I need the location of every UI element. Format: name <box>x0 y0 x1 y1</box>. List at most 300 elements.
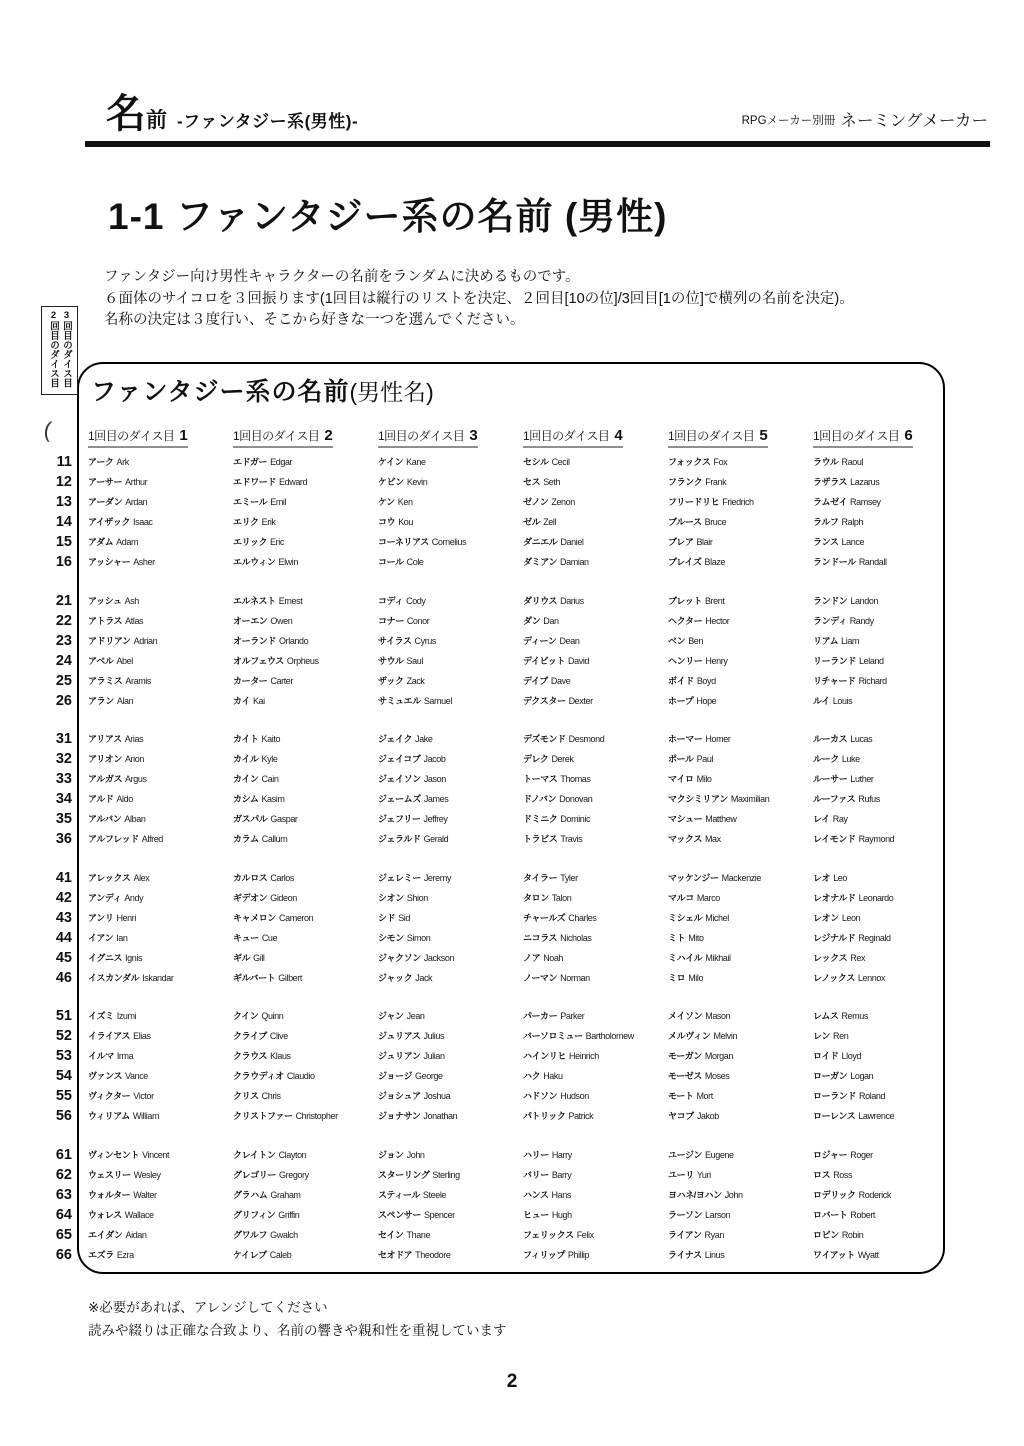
name-cell <box>668 1026 813 1046</box>
name-cell <box>378 789 523 809</box>
name-cell <box>88 1006 233 1026</box>
row-number: 51 <box>55 1008 72 1024</box>
kana-text: アルド <box>88 794 114 804</box>
kana-text: ジェイク <box>378 734 413 744</box>
header-logo <box>106 94 358 134</box>
kana-text: ブレイズ <box>668 557 702 567</box>
kana-text: カイ <box>233 695 250 706</box>
name-cell <box>523 691 668 711</box>
name-cell <box>88 1245 233 1265</box>
romaji-text: Victor <box>133 1091 154 1101</box>
romaji-text: Leland <box>859 655 884 666</box>
name-cell <box>523 452 668 472</box>
name-cell <box>233 532 378 552</box>
row-number: 12 <box>55 474 72 490</box>
name-cell <box>88 908 233 928</box>
column-header-underline <box>523 427 623 448</box>
kana-text: アンリ <box>88 912 114 923</box>
row-number: 41 <box>55 869 72 886</box>
row-number: 46 <box>55 969 72 986</box>
table-row <box>45 532 945 552</box>
kana-text: アイザック <box>88 517 131 527</box>
romaji-text: Raoul <box>841 457 864 467</box>
romaji-text: Hugh <box>551 1209 572 1220</box>
kana-text: カラム <box>233 834 259 844</box>
name-cell <box>233 888 378 908</box>
kana-text: エイダン <box>88 1229 123 1240</box>
name-cell <box>813 1185 945 1205</box>
kana-text: ルーカス <box>813 734 848 744</box>
kana-text: ラムゼイ <box>813 497 848 507</box>
romaji-text: James <box>423 794 449 804</box>
name-cell <box>233 671 378 691</box>
romaji-text: Max <box>704 834 721 844</box>
romaji-text: Frank <box>705 477 727 487</box>
name-cell <box>813 829 945 849</box>
kana-text: ジェイソン <box>378 774 421 784</box>
romaji-text: Landon <box>850 595 879 606</box>
romaji-text: Dominic <box>560 814 591 824</box>
kana-text: ギデオン <box>233 892 268 903</box>
kana-text: ジェラルド <box>378 834 421 844</box>
kana-text: レムス <box>813 1011 839 1021</box>
romaji-text: Hans <box>551 1189 571 1200</box>
romaji-text: Sid <box>398 912 411 923</box>
intro-line-2: ６面体のサイコロを３回振ります(1回目は縦行のリストを決定、２回目[10の位]/3回目[1の位]で横列の名前を決定)。 <box>104 290 854 307</box>
romaji-text: Roger <box>850 1149 873 1160</box>
romaji-text: Ren <box>832 1031 849 1041</box>
romaji-text: John <box>406 1149 425 1160</box>
romaji-text: Roland <box>859 1091 886 1101</box>
romaji-text: Vincent <box>142 1149 170 1160</box>
kana-text: マイロ <box>668 774 694 784</box>
kana-text: サウル <box>378 655 404 666</box>
kana-text: レオナルド <box>813 892 856 903</box>
romaji-text: Edgar <box>270 457 293 467</box>
romaji-text: Ryan <box>704 1229 724 1240</box>
kana-text: フォックス <box>668 457 711 467</box>
name-cell <box>88 948 233 968</box>
romaji-text: Cain <box>261 774 279 784</box>
header-subtitle: -ファンタジー系(男性)- <box>177 112 359 131</box>
kana-text: アリアス <box>88 734 122 744</box>
romaji-text: Ken <box>397 497 413 507</box>
kana-text: ヴィンセント <box>88 1149 140 1160</box>
romaji-text: Brent <box>704 595 725 606</box>
kana-text: レオ <box>813 872 831 883</box>
romaji-text: Nicholas <box>560 932 592 943</box>
romaji-text: Desmond <box>568 734 605 744</box>
kana-text: ジョシュア <box>378 1091 421 1101</box>
romaji-text: Noah <box>543 952 564 963</box>
romaji-text: Ernest <box>278 595 303 606</box>
kana-text: エリク <box>233 517 259 527</box>
kana-text: ザック <box>378 675 404 686</box>
name-cell <box>233 928 378 948</box>
kana-text: ヨハネ/ヨハン <box>668 1189 722 1200</box>
kana-text: リチャード <box>813 675 856 686</box>
page-title: 1-1 ファンタジー系の名前 (男性) <box>108 196 668 237</box>
name-cell <box>233 1026 378 1046</box>
romaji-text: Mito <box>688 932 704 943</box>
romaji-text: Robert <box>850 1209 876 1220</box>
kana-text: タロン <box>523 892 549 903</box>
name-cell <box>233 591 378 611</box>
kana-text: ルーサー <box>813 774 848 784</box>
name-cell <box>813 868 945 888</box>
name-cell <box>88 789 233 809</box>
name-cell <box>668 1106 813 1126</box>
name-cell <box>523 1145 668 1165</box>
kana-text: イアン <box>88 932 114 943</box>
name-cell <box>88 1026 233 1046</box>
romaji-text: Christopher <box>295 1111 338 1121</box>
romaji-text: Griffin <box>278 1209 300 1220</box>
table-row <box>45 552 945 572</box>
kana-text: ガスパル <box>233 814 268 824</box>
kana-text: ライナス <box>668 1249 702 1260</box>
table-row <box>45 888 945 908</box>
romaji-text: Claudio <box>286 1071 315 1081</box>
romaji-text: Gideon <box>270 892 297 903</box>
romaji-text: Elwin <box>278 557 298 567</box>
table-row <box>45 1205 945 1225</box>
kana-text: マシュー <box>668 814 703 824</box>
romaji-text: Ardan <box>125 497 148 507</box>
romaji-text: Melvin <box>713 1031 738 1041</box>
romaji-text: Alban <box>124 814 146 824</box>
romaji-text: Jonathan <box>423 1111 458 1121</box>
kana-text: ジェフリー <box>378 814 421 824</box>
name-cell <box>668 671 813 691</box>
dice-group <box>45 729 945 849</box>
intro-text <box>104 267 854 332</box>
kana-text: エミール <box>233 497 268 507</box>
romaji-text: Irma <box>116 1051 134 1061</box>
table-row <box>45 1165 945 1185</box>
row-number: 43 <box>55 909 72 926</box>
kana-text: アンディ <box>88 892 122 903</box>
romaji-text: Bartholomew <box>585 1031 634 1041</box>
name-cell <box>668 1245 813 1265</box>
romaji-text: Cole <box>406 557 424 567</box>
name-cell <box>233 472 378 492</box>
romaji-text: Logan <box>850 1071 874 1081</box>
kana-text: レジナルド <box>813 932 856 943</box>
kana-text: ロジャー <box>813 1149 848 1160</box>
column-header-underline <box>88 427 188 448</box>
kana-text: ルイ <box>813 695 830 706</box>
kana-text: メイソン <box>668 1011 703 1021</box>
name-cell <box>88 1086 233 1106</box>
kana-text: アッシャー <box>88 557 131 567</box>
name-cell <box>378 1225 523 1245</box>
romaji-text: Zenon <box>551 497 575 507</box>
name-cell <box>523 671 668 691</box>
kana-text: ダリウス <box>523 595 558 606</box>
romaji-text: Daniel <box>560 537 584 547</box>
table-row <box>45 1106 945 1126</box>
kana-text: アダム <box>88 537 114 547</box>
name-cell <box>523 1026 668 1046</box>
name-cell <box>523 729 668 749</box>
name-cell <box>88 512 233 532</box>
name-cell <box>378 809 523 829</box>
kana-text: コウ <box>378 517 396 527</box>
kana-text: アラミス <box>88 675 123 686</box>
name-cell <box>88 888 233 908</box>
kana-text: シオン <box>378 892 404 903</box>
name-cell <box>523 532 668 552</box>
name-cell <box>378 631 523 651</box>
name-cell <box>233 789 378 809</box>
kana-text: ヴァンス <box>88 1071 123 1081</box>
name-cell <box>668 492 813 512</box>
row-number: 23 <box>55 632 72 649</box>
kana-text: ロス <box>813 1169 831 1180</box>
name-cell <box>523 1185 668 1205</box>
romaji-text: Ben <box>688 635 704 646</box>
table-row <box>45 749 945 769</box>
name-cell <box>523 651 668 671</box>
kana-text: ダミアン <box>523 557 558 567</box>
kana-text: オルフェウス <box>233 655 284 666</box>
kana-text: ジュリアン <box>378 1051 421 1061</box>
column-header-underline <box>378 427 478 448</box>
name-cell <box>378 769 523 789</box>
romaji-text: Joshua <box>423 1091 451 1101</box>
name-cell <box>88 492 233 512</box>
kana-text: ウォルター <box>88 1189 131 1200</box>
name-cell <box>523 789 668 809</box>
name-cell <box>668 691 813 711</box>
kana-text: アルバン <box>88 814 122 824</box>
name-cell <box>523 512 668 532</box>
romaji-text: Randall <box>858 557 887 567</box>
name-cell <box>523 749 668 769</box>
romaji-text: Gerald <box>423 834 449 844</box>
romaji-text: Cornelius <box>431 537 467 547</box>
kana-text: ミロ <box>668 972 686 983</box>
kana-text: タイラー <box>523 872 558 883</box>
name-cell <box>813 512 945 532</box>
romaji-text: Paul <box>696 754 714 764</box>
name-cell <box>88 928 233 948</box>
name-cell <box>378 651 523 671</box>
romaji-text: Fox <box>713 457 728 467</box>
kana-text: グワルフ <box>233 1229 268 1240</box>
kana-text: クラウス <box>233 1051 268 1061</box>
table-row <box>45 492 945 512</box>
kana-text: アルガス <box>88 774 123 784</box>
name-cell <box>233 552 378 572</box>
kana-text: ルーク <box>813 754 839 764</box>
row-number: 55 <box>55 1088 72 1104</box>
row-number: 14 <box>55 514 72 530</box>
kana-text: ゼル <box>523 517 541 527</box>
romaji-text: Marco <box>696 892 720 903</box>
name-cell <box>813 809 945 829</box>
romaji-text: Alex <box>133 872 150 883</box>
kana-text: レックス <box>813 952 848 963</box>
table-row <box>45 769 945 789</box>
name-cell <box>523 868 668 888</box>
table-row <box>45 472 945 492</box>
name-cell <box>233 1205 378 1225</box>
kana-text: クイン <box>233 1011 259 1021</box>
header-logo-big: 名 <box>106 92 144 136</box>
dice-roll-legend <box>41 306 78 395</box>
name-cell <box>668 651 813 671</box>
romaji-text: Lloyd <box>841 1051 862 1061</box>
name-cell <box>233 829 378 849</box>
table-row <box>45 829 945 849</box>
name-cell <box>523 1106 668 1126</box>
name-cell <box>813 1026 945 1046</box>
row-number: 45 <box>55 949 72 966</box>
kana-text: メルヴィン <box>668 1031 711 1041</box>
name-cell <box>378 1066 523 1086</box>
romaji-text: Jackson <box>423 952 455 963</box>
kana-text: パトリック <box>523 1111 566 1121</box>
table-body <box>45 452 945 1283</box>
kana-text: ヒュー <box>523 1209 549 1220</box>
name-cell <box>378 1106 523 1126</box>
dice-group <box>45 868 945 988</box>
name-cell <box>523 1225 668 1245</box>
romaji-text: Thomas <box>560 774 591 784</box>
romaji-text: Chris <box>261 1091 281 1101</box>
intro-line-1: ファンタジー向け男性キャラクターの名前をランダムに決めるものです。 <box>104 269 580 285</box>
kana-text: サイラス <box>378 635 412 646</box>
romaji-text: Quinn <box>261 1011 284 1021</box>
table-row <box>45 691 945 711</box>
name-cell <box>88 769 233 789</box>
romaji-text: Luther <box>850 774 874 784</box>
kana-text: ジョン <box>378 1149 404 1160</box>
name-cell <box>233 1066 378 1086</box>
name-cell <box>233 749 378 769</box>
column-header-underline <box>813 427 913 448</box>
romaji-text: Arion <box>124 754 144 764</box>
name-cell <box>378 1165 523 1185</box>
romaji-text: Iskandar <box>142 972 174 983</box>
name-cell <box>668 1185 813 1205</box>
kana-text: ローレンス <box>813 1111 856 1121</box>
row-number: 56 <box>55 1108 72 1124</box>
name-cell <box>233 1086 378 1106</box>
row-number: 42 <box>55 889 72 906</box>
romaji-text: Damian <box>560 557 589 567</box>
kana-text: イライアス <box>88 1031 131 1041</box>
romaji-text: Conor <box>406 615 430 626</box>
name-cell <box>668 888 813 908</box>
name-cell <box>668 1006 813 1026</box>
romaji-text: Sterling <box>432 1169 460 1180</box>
names-box-title-normal: (男性名) <box>349 379 434 405</box>
romaji-text: Julius <box>423 1031 445 1041</box>
romaji-text: Matthew <box>705 814 737 824</box>
romaji-text: David <box>568 655 590 666</box>
name-cell <box>88 671 233 691</box>
kana-text: キュー <box>233 932 259 943</box>
name-cell <box>233 769 378 789</box>
kana-text: モーガン <box>668 1051 702 1061</box>
table-row <box>45 789 945 809</box>
romaji-text: Kasim <box>261 794 285 804</box>
kana-text: デレク <box>523 754 549 764</box>
name-cell <box>523 948 668 968</box>
row-number: 16 <box>55 554 72 570</box>
column-header <box>523 427 668 448</box>
kana-text: セス <box>523 477 541 487</box>
column-header-label: 1回目のダイス目 <box>88 429 175 443</box>
kana-text: ケイン <box>378 457 404 467</box>
kana-text: ベン <box>668 635 686 646</box>
romaji-text: Aldo <box>116 794 133 804</box>
romaji-text: Lance <box>841 537 865 547</box>
kana-text: ルーファス <box>813 794 856 804</box>
romaji-text: Izumi <box>116 1011 137 1021</box>
column-header-label: 1回目のダイス目 <box>523 429 610 443</box>
kana-text: ロビン <box>813 1229 839 1240</box>
name-cell <box>523 591 668 611</box>
name-cell <box>523 928 668 948</box>
name-cell <box>233 948 378 968</box>
romaji-text: Saul <box>406 655 423 666</box>
name-cell <box>378 888 523 908</box>
name-cell <box>88 1106 233 1126</box>
kana-text: アルフレッド <box>88 834 139 844</box>
kana-text: ヘンリー <box>668 655 703 666</box>
table-row <box>45 512 945 532</box>
row-number: 54 <box>55 1068 72 1084</box>
name-cell <box>668 789 813 809</box>
name-cell <box>668 928 813 948</box>
name-cell <box>88 1046 233 1066</box>
romaji-text: Linus <box>704 1249 725 1260</box>
column-header <box>88 427 233 448</box>
romaji-text: Zell <box>543 517 557 527</box>
kana-text: ユーリ <box>668 1169 694 1180</box>
romaji-text: Ian <box>116 932 128 943</box>
romaji-text: Homer <box>705 734 731 744</box>
name-cell <box>813 1225 945 1245</box>
name-cell <box>378 1046 523 1066</box>
name-cell <box>668 591 813 611</box>
romaji-text: Donovan <box>559 794 593 804</box>
romaji-text: Samuel <box>423 695 452 706</box>
kana-text: ジャクソン <box>378 952 421 963</box>
kana-text: ウェスリー <box>88 1169 131 1180</box>
romaji-text: Rufus <box>858 794 880 804</box>
name-cell <box>813 452 945 472</box>
name-cell <box>668 908 813 928</box>
name-cell <box>88 868 233 888</box>
table-row <box>45 1046 945 1066</box>
row-number: 21 <box>55 592 72 609</box>
kana-text: バーソロミュー <box>523 1031 583 1041</box>
name-cell <box>233 1006 378 1026</box>
kana-text: ニコラス <box>523 932 558 943</box>
romaji-text: Kevin <box>406 477 428 487</box>
name-cell <box>813 1165 945 1185</box>
name-cell <box>813 1086 945 1106</box>
romaji-text: Ross <box>833 1169 853 1180</box>
romaji-text: Derek <box>551 754 574 764</box>
romaji-text: Gregory <box>279 1169 309 1180</box>
romaji-text: Caleb <box>269 1249 292 1260</box>
